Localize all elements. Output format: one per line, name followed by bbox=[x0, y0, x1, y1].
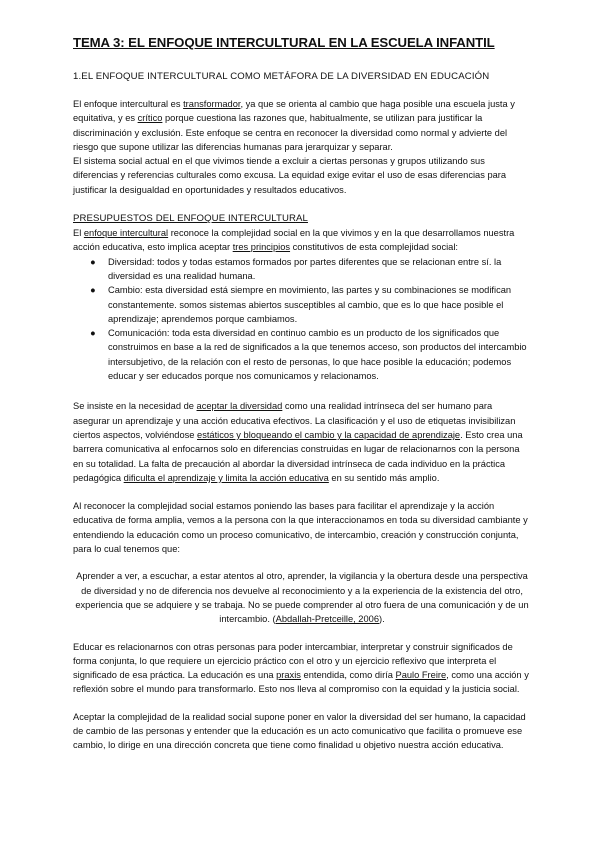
list-item-text: Cambio: esta diversidad está siempre en movimiento, las partes y su combinaciones se modifican constantemente. somos sistemas abiertos susceptibles al cambio, que es lo que hace posible el aprendizaje; aprendemos porque cambiamos. bbox=[108, 285, 512, 324]
subheading-presupuestos: PRESUPUESTOS DEL ENFOQUE INTERCULTURAL bbox=[73, 213, 308, 225]
list-item-diversidad bbox=[73, 255, 531, 284]
section-heading: 1.EL ENFOQUE INTERCULTURAL COMO METÁFORA DE LA DIVERSIDAD EN EDUCACIÓN bbox=[73, 71, 490, 82]
list-item-text: Comunicación: toda esta diversidad en continuo cambio es un producto de los significados que construimos en base a la red de significados a la que tenemos acceso, son productos del intercambio intersubjetivo, de la relación con el resto de personas, lo que hace posible la educación; podemos educar y ser educados porque nos comunicamos y relacionamos. bbox=[108, 328, 527, 382]
text-span: Se insiste en la necesidad de bbox=[73, 401, 197, 412]
citation-link[interactable]: Abdallah-Pretceille, 2006 bbox=[275, 614, 379, 625]
text-span: ). bbox=[379, 614, 385, 625]
bullet-icon: ● bbox=[90, 285, 96, 296]
underlined-term: transformador bbox=[183, 99, 241, 109]
document-page bbox=[73, 34, 531, 753]
underlined-term: crítico bbox=[137, 113, 163, 124]
text-span: , ya que se orienta al cambio que haga posible una escuela justa y equitativa, y es bbox=[73, 99, 515, 124]
text-span: reconoce la complejidad social en la que vivimos y en la que desarrollamos nuestra acción educativa, esto implica aceptar bbox=[73, 228, 515, 253]
document-title: TEMA 3: EL ENFOQUE INTERCULTURAL EN LA ESCUELA INFANTIL bbox=[73, 35, 495, 50]
underlined-term: enfoque intercultural bbox=[83, 228, 169, 239]
paragraph-aceptar-diversidad bbox=[73, 399, 531, 485]
text-span: , como una acción y reflexión sobre el mundo para transformarlo. Esto nos lleva al compromiso con la equidad y la justicia social. bbox=[73, 670, 529, 695]
paragraph-educar bbox=[73, 640, 531, 697]
text-span: Educar es relacionarnos con otras personas para poder intercambiar, interpretar y construir significados de forma conjunta, lo que requiere un ejercicio práctico con el otro y un ejercicio reflexivo que interpreta el significado de esa práctica. La educación es una bbox=[73, 641, 513, 681]
text-span: El bbox=[73, 228, 84, 239]
underlined-term: tres principios bbox=[232, 242, 291, 253]
underlined-term: dificulta el aprendizaje y limita la acción educativa bbox=[123, 472, 329, 483]
underlined-term: praxis bbox=[276, 670, 301, 681]
principles-list bbox=[73, 255, 531, 384]
paragraph-social-system: El sistema social actual en el que vivimos tiende a excluir a ciertas personas y grupos utilizando sus diferencias y referencias culturales como excusa. La equidad exige evitar el uso de esas diferencias para justificar la desigualdad en oportunidades y resultados educativos. bbox=[73, 156, 507, 195]
underlined-term: Paulo Freire bbox=[395, 670, 447, 681]
block-quote bbox=[73, 569, 531, 626]
paragraph-complejidad-social: Al reconocer la complejidad social estamos poniendo las bases para facilitar el aprendizaje y la acción educativa de forma amplia, vemos a la persona con la que interaccionamos en toda su diversidad cambiante y entendiendo la educación como un proceso comunicativo, de intercambio, creación y construcción conjunta, para lo cual tenemos que: bbox=[73, 501, 528, 555]
underlined-term: aceptar la diversidad bbox=[196, 401, 283, 412]
underlined-term: estáticos y bloqueando el cambio y la capacidad de aprendizaje bbox=[197, 429, 461, 440]
text-span: en su sentido más amplio. bbox=[328, 472, 440, 483]
quote-text: Aprender a ver, a escuchar, a estar atentos al otro, aprender, la vigilancia y la obertura desde una perspectiva de diversidad y no de diferencia nos devuelve al reconocimiento y a la experiencia de la existencia del otro, experiencia que se adquiere y se trabaja. No se puede comprender al otro fuera de una comunicación y de un intercambio. ( bbox=[75, 571, 529, 625]
paragraph-intro bbox=[73, 97, 531, 154]
bullet-icon: ● bbox=[90, 256, 96, 267]
text-span: El enfoque intercultural es bbox=[73, 99, 184, 109]
text-span: entendida, como diría bbox=[300, 670, 396, 681]
paragraph-principles-intro bbox=[73, 226, 531, 255]
text-span: constitutivos de esta complejidad social: bbox=[290, 242, 458, 253]
text-span: . Esto crea una barrera comunicativa al enfocarnos solo en diferencias construidas en lugar de relacionarnos con la persona en su totalidad. La falta de precaución al abordar la diversidad intrínseca de cada individuo en la práctica pedagógica bbox=[73, 429, 523, 483]
list-item-comunicacion bbox=[73, 326, 531, 383]
paragraph-conclusion: Aceptar la complejidad de la realidad social supone poner en valor la diversidad del ser humano, la capacidad de cambio de las personas y entender que la educación es un acto comunicativo que facilita o promueve ese cambio, lo dirige en una dirección concreta que tiene como finalidad u objetivo nuestra acción educativa. bbox=[73, 711, 526, 751]
text-span: porque cuestiona las razones que, habitualmente, se utilizan para justificar la discriminación y exclusión. Este enfoque se centra en reconocer la diversidad como normal y advierte del riesgo que supone utilizar las diferencias humanas para jerarquizar y separar. bbox=[73, 113, 508, 152]
text-span: como una realidad intrínseca del ser humano para asegurar un aprendizaje y una acción educativa efectivos. La clasificación y el uso de etiquetas invisibilizan ciertos aspectos, volviéndose bbox=[73, 401, 516, 440]
list-item-cambio bbox=[73, 283, 531, 326]
bullet-icon: ● bbox=[90, 328, 96, 339]
list-item-text: Diversidad: todos y todas estamos formados por partes diferentes que se relacionan entre sí. la diversidad es una realidad humana. bbox=[108, 256, 502, 281]
